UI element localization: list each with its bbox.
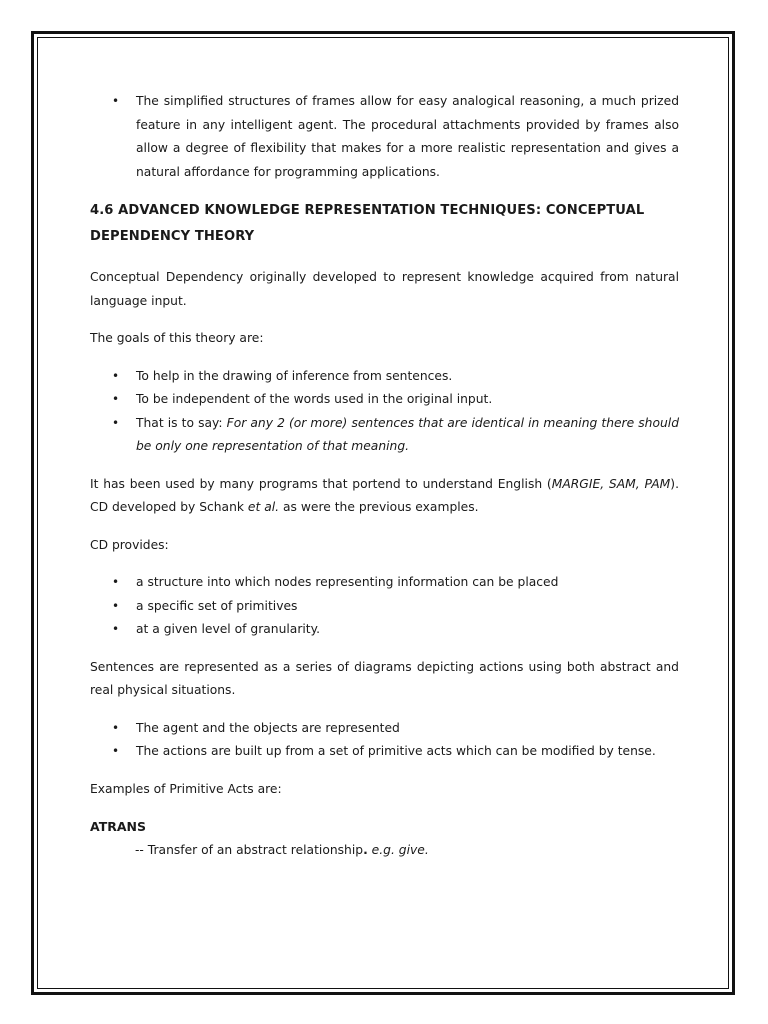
bullet-icon: • [112,94,120,108]
programs-italic-1: MARGIE, SAM, PAM [551,476,671,491]
programs-paragraph [90,473,679,520]
goal-item-text: To help in the drawing of inference from sentences. [136,368,453,383]
atrans-period: . [363,842,368,857]
programs-text-1: It has been used by many programs that portend to understand English ( [90,476,552,491]
provides-item-text: a structure into which nodes representing information can be placed [136,575,559,589]
list-item [90,412,679,459]
goals-list [90,365,679,459]
bullet-icon: • [112,575,120,589]
examples-paragraph: Examples of Primitive Acts are: [90,781,282,796]
atrans-example: e.g. give. [371,842,429,857]
bullet-icon: • [112,744,120,758]
list-item [90,365,679,389]
list-item [90,740,679,764]
bullet-icon: • [112,415,120,430]
list-item [90,388,679,412]
bullet-icon: • [112,392,120,406]
goal-item-italic: For any 2 (or more) sentences that are identical in meaning there should be only one representation of that meaning. [136,415,680,453]
agents-item-text: The agent and the objects are represented [136,720,400,735]
goal-item-prefix: That is to say: [136,415,227,430]
bullet-icon: • [112,720,120,735]
intro-bullet-text: The simplified structures of frames allow for easy analogical reasoning, a much prized feature in any intelligent agent. The procedural attachments provided by frames also allow a degree of flexibility that makes for a more realistic representation and gives a natural affordance for programming applications. [136,94,679,179]
bullet-icon: • [112,368,120,383]
intro-list [90,90,679,184]
cd-intro-paragraph: Conceptual Dependency originally developed to represent knowledge acquired from natural language input. [90,270,679,308]
provides-item-text: at a given level of granularity. [136,622,321,636]
agents-item-text: The actions are built up from a set of primitive acts which can be modified by tense. [136,744,656,758]
provides-item-text: a specific set of primitives [136,598,298,613]
sentences-paragraph: Sentences are represented as a series of diagrams depicting actions using both abstract and real physical situations. [90,659,679,697]
atrans-heading: ATRANS [90,819,146,834]
document-content [90,90,679,862]
list-item [90,595,679,619]
atrans-description [90,839,679,863]
list-item [90,717,679,741]
list-item [90,571,679,595]
section-heading: 4.6 ADVANCED KNOWLEDGE REPRESENTATION TECHNIQUES: CONCEPTUAL DEPENDENCY THEORY [90,203,645,244]
programs-text-2: ). CD developed by Schank [90,476,679,514]
agents-list [90,717,679,764]
bullet-icon: • [112,622,120,636]
provides-list [90,571,679,642]
programs-italic-2: et al. [247,500,280,514]
goals-paragraph: The goals of this theory are: [90,331,264,345]
goal-item-text: To be independent of the words used in the original input. [136,392,493,406]
bullet-icon: • [112,598,120,613]
list-item [90,618,679,642]
list-item [90,90,679,184]
provides-paragraph: CD provides: [90,537,169,552]
programs-text-3: as were the previous examples. [279,500,479,514]
atrans-text: -- Transfer of an abstract relationship [135,842,364,857]
